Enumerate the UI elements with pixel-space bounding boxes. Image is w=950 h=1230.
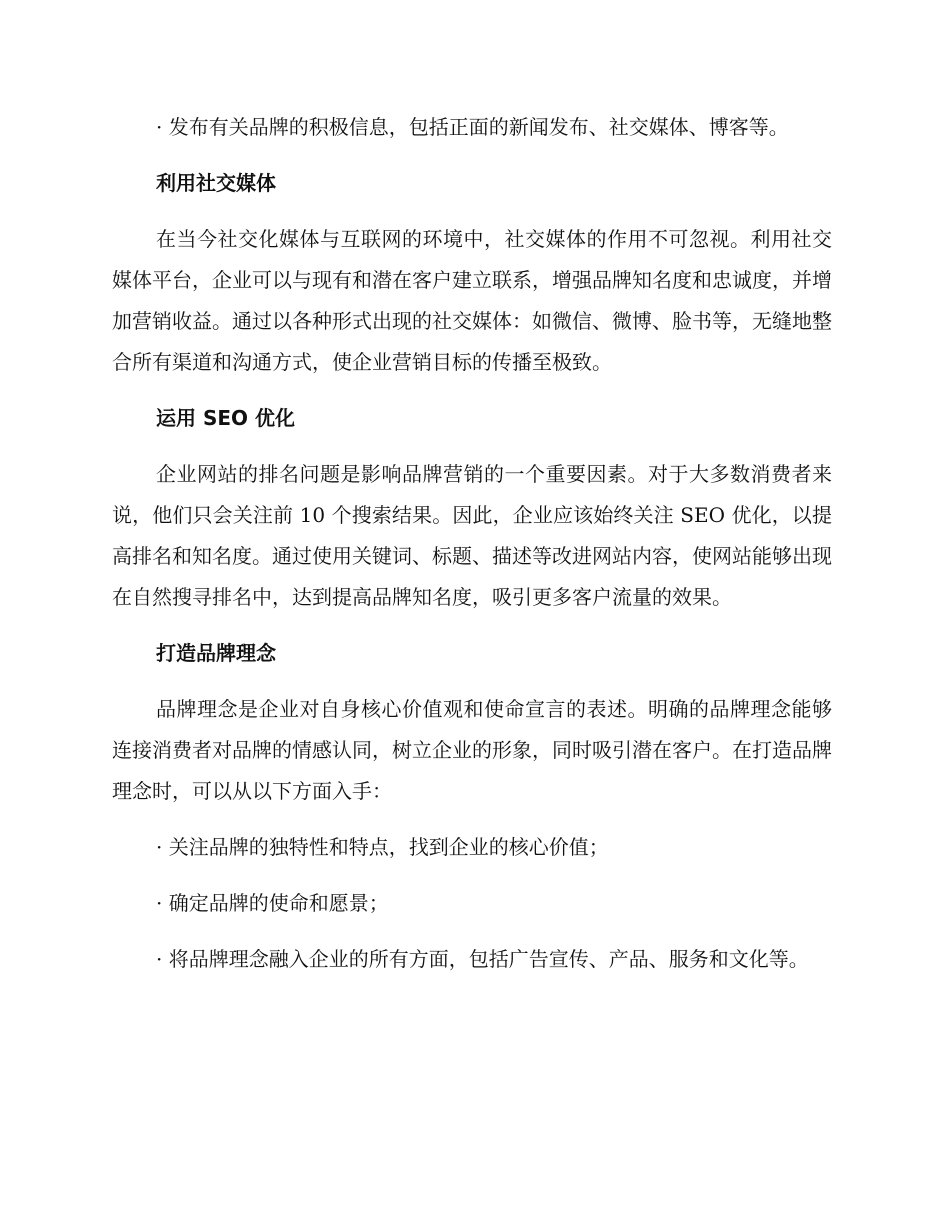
bullet-integration: · 将品牌理念融入企业的所有方面，包括广告宣传、产品、服务和文化等。 — [156, 947, 809, 971]
heading-seo: 运用 SEO 优化 — [156, 406, 295, 430]
spacer — [112, 383, 832, 398]
spacer — [112, 204, 832, 219]
bullet-mission: · 确定品牌的使命和愿景； — [156, 891, 389, 915]
paragraph-social-media: 在当今社交化媒体与互联网的环境中，社交媒体的作用不可忽视。利用社交媒体平台，企业可以与现有和潜在客户建立联系，增强品牌知名度和忠诚度，并增加营销收益。通过以各种形式出现的社交媒体：如微信、微博、脸书等，无缝地整合所有渠道和沟通方式，使企业营销目标的传播至极致。 — [112, 227, 832, 374]
spacer — [112, 148, 832, 163]
spacer — [112, 812, 832, 827]
heading-brand-concept: 打造品牌理念 — [156, 641, 276, 665]
paragraph-seo: 企业网站的排名问题是影响品牌营销的一个重要因素。对于大多数消费者来说，他们只会关注前 10 个搜索结果。因此，企业应该始终关注 SEO 优化，以提高排名和知名度。通过使用关键词、标题、描述等改进网站内容，使网站能够出现在自然搜寻排名中，达到提高品牌知名度，吸引更多客户流量的效果。 — [112, 462, 832, 609]
bullet-uniqueness: · 关注品牌的独特性和特点，找到企业的核心价值； — [156, 835, 609, 859]
heading-social-media: 利用社交媒体 — [156, 171, 276, 195]
spacer — [112, 868, 832, 883]
spacer — [112, 924, 832, 939]
bullet-positive-info: · 发布有关品牌的积极信息，包括正面的新闻发布、社交媒体、博客等。 — [156, 115, 789, 139]
paragraph-brand-concept: 品牌理念是企业对自身核心价值观和使命宣言的表述。明确的品牌理念能够连接消费者对品牌的情感认同，树立企业的形象，同时吸引潜在客户。在打造品牌理念时，可以从以下方面入手： — [112, 697, 832, 803]
document-page — [112, 107, 832, 980]
spacer — [112, 674, 832, 689]
spacer — [112, 439, 832, 454]
spacer — [112, 618, 832, 633]
